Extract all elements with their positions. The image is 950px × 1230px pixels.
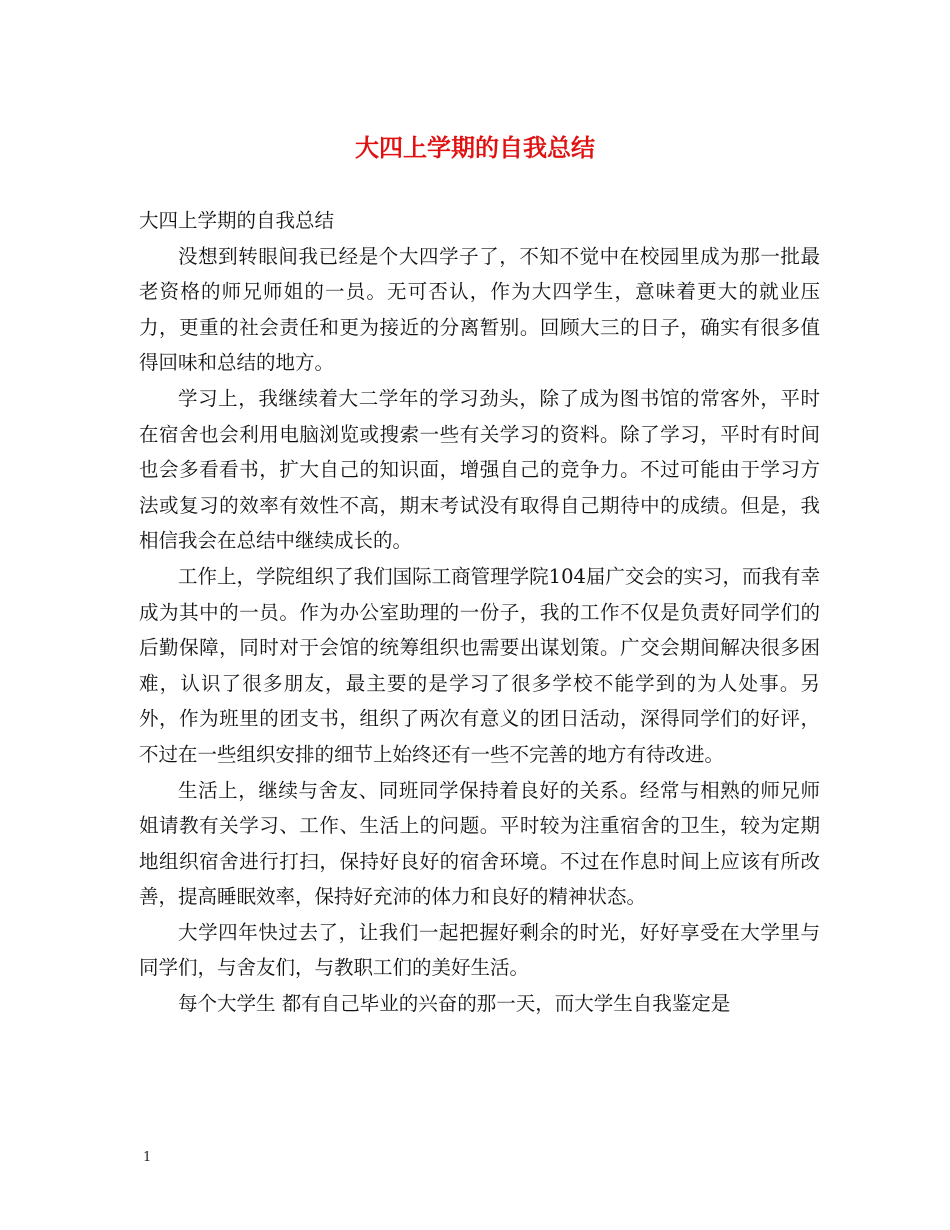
paragraph-study: 学习上，我继续着大二学年的学习劲头，除了成为图书馆的常客外，平时在宿舍也会利用电脑浏览或搜索一些有关学习的资料。除了学习，平时有时间也会多看看书，扩大自己的知识面，增强自己的竞争力。不过可能由于学习方法或复习的效率有效性不高，期末考试没有取得自己期待中的成绩。但是，我相信我会在总结中继续成长的。 [139, 386, 820, 553]
document-subtitle: 大四上学期的自我总结 [139, 209, 335, 232]
paragraph-work: 工作上，学院组织了我们国际工商管理学院104届广交会的实习，而我有幸成为其中的一员。作为办公室助理的一份子，我的工作不仅是负责好同学们的后勤保障，同时对于会馆的统筹组织也需要出谋划策。广交会期间解决很多困难，认识了很多朋友，最主要的是学习了很多学校不能学到的为人处事。另外，作为班里的团支书，组织了两次有意义的团日活动，深得同学们的好评，不过在一些组织安排的细节上始终还有一些不完善的地方有待改进。 [139, 564, 820, 766]
document-body [139, 203, 820, 1022]
paragraph-continued: 每个大学生 都有自己毕业的兴奋的那一天，而大学生自我鉴定是 [178, 992, 731, 1016]
paragraph-intro: 没想到转眼间我已经是个大四学子了，不知不觉中在校园里成为那一批最老资格的师兄师姐的一员。无可否认，作为大四学生，意味着更大的就业压力，更重的社会责任和更为接近的分离暂别。回顾大三的日子，确实有很多值得回味和总结的地方。 [139, 244, 820, 375]
paragraph-life: 生活上，继续与舍友、同班同学保持着良好的关系。经常与相熟的师兄师姐请教有关学习、工作、生活上的问题。平时较为注重宿舍的卫生，较为定期地组织宿舍进行打扫，保持好良好的宿舍环境。不过在作息时间上应该有所改善，提高睡眠效率，保持好充沛的体力和良好的精神状态。 [139, 778, 820, 909]
paragraph-closing: 大学四年快过去了，让我们一起把握好剩余的时光，好好享受在大学里与同学们，与舍友们，与教职工们的美好生活。 [139, 920, 820, 980]
page-number: 1 [143, 1150, 152, 1165]
document-title: 大四上学期的自我总结 [355, 133, 595, 162]
